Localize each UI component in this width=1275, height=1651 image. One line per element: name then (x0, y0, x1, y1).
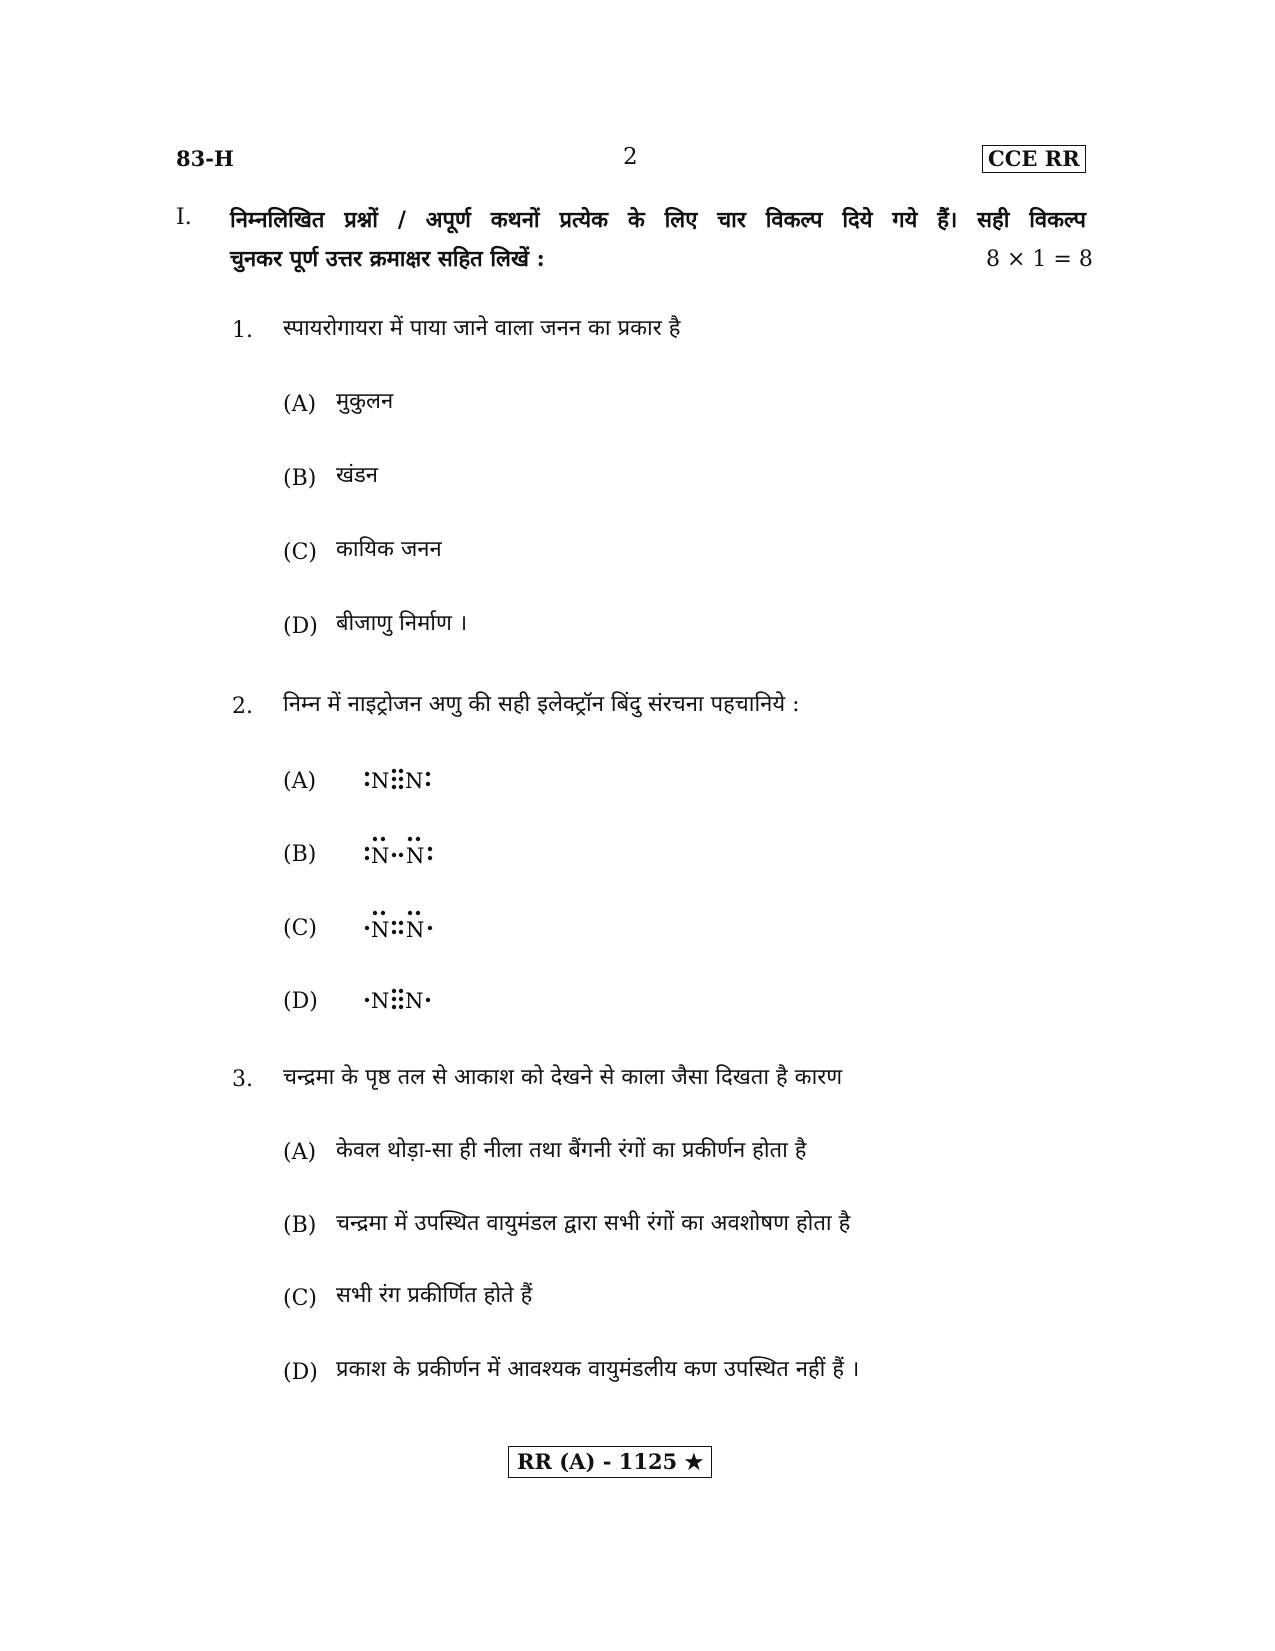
atom-label: N (405, 769, 424, 793)
n2-double-bond-icon (363, 909, 453, 943)
paper-code: 83-H (176, 146, 234, 171)
option-label: (B) (283, 1213, 317, 1238)
question-text: चन्द्रमा के पृष्ठ तल से आकाश को देखने से काला जैसा दिखता है कारण (283, 1065, 843, 1090)
atom-label: N (371, 844, 390, 868)
option-text: मुकुलन (336, 389, 394, 414)
atom-label: N (406, 918, 425, 942)
question-text: निम्न में नाइट्रोजन अणु की सही इलेक्ट्रॉन बिंदु संरचना पहचानिये : (283, 692, 800, 717)
atom-label: N (371, 989, 390, 1013)
option-label: (B) (283, 466, 317, 491)
option-text: चन्द्रमा में उपस्थित वायुमंडल द्वारा सभी रंगों का अवशोषण होता है (336, 1211, 851, 1236)
marks-scheme: 8 × 1 = 8 (986, 247, 1093, 272)
n2-triple-bond-lone-pairs-icon (363, 762, 453, 796)
option-text: केवल थोड़ा-सा ही नीला तथा बैंगनी रंगों का प्रकीर्णन होता है (336, 1138, 807, 1163)
series-box: CCE RR (982, 145, 1086, 173)
option-label: (A) (283, 769, 317, 794)
footer-code-box (508, 1446, 712, 1478)
option-label: (D) (283, 989, 318, 1014)
question-number: 1. (232, 318, 253, 343)
atom-label: N (406, 844, 425, 868)
section-number: I. (176, 205, 192, 230)
option-label: (C) (283, 916, 317, 941)
footer-code: RR (A) - 1125 (517, 1449, 678, 1474)
option-label: (C) (283, 540, 317, 565)
page-number: 2 (623, 144, 638, 170)
option-text: कायिक जनन (336, 537, 442, 562)
question-number: 2. (232, 694, 253, 719)
option-text: सभी रंग प्रकीर्णित होते हैं (336, 1283, 533, 1308)
instruction-line-2: चुनकर पूर्ण उत्तर क्रमाक्षर सहित लिखें : (230, 246, 545, 272)
atom-label: N (371, 918, 390, 942)
star-icon: ★ (684, 1449, 704, 1474)
n2-single-bond-lone-pairs-icon (363, 835, 453, 869)
option-text: बीजाणु निर्माण । (336, 611, 468, 636)
atom-label: N (405, 989, 424, 1013)
option-label: (B) (283, 842, 317, 867)
option-label: (D) (283, 1360, 318, 1385)
question-text: स्पायरोगायरा में पाया जाने वाला जनन का प्रकार है (283, 316, 681, 341)
question-number: 3. (232, 1067, 253, 1092)
option-label: (A) (283, 1140, 317, 1165)
instruction-line-1: निम्नलिखित प्रश्नों / अपूर्ण कथनों प्रत्येक के लिए चार विकल्प दिये गये हैं। सही विकल्प (230, 207, 1086, 233)
option-label: (D) (283, 614, 318, 639)
option-text: खंडन (336, 463, 378, 488)
option-label: (A) (283, 392, 317, 417)
option-label: (C) (283, 1286, 317, 1311)
atom-label: N (371, 769, 390, 793)
option-text: प्रकाश के प्रकीर्णन में आवश्यक वायुमंडलीय कण उपस्थित नहीं हैं । (336, 1357, 860, 1382)
n2-triple-bond-single-dots-icon (363, 982, 453, 1016)
